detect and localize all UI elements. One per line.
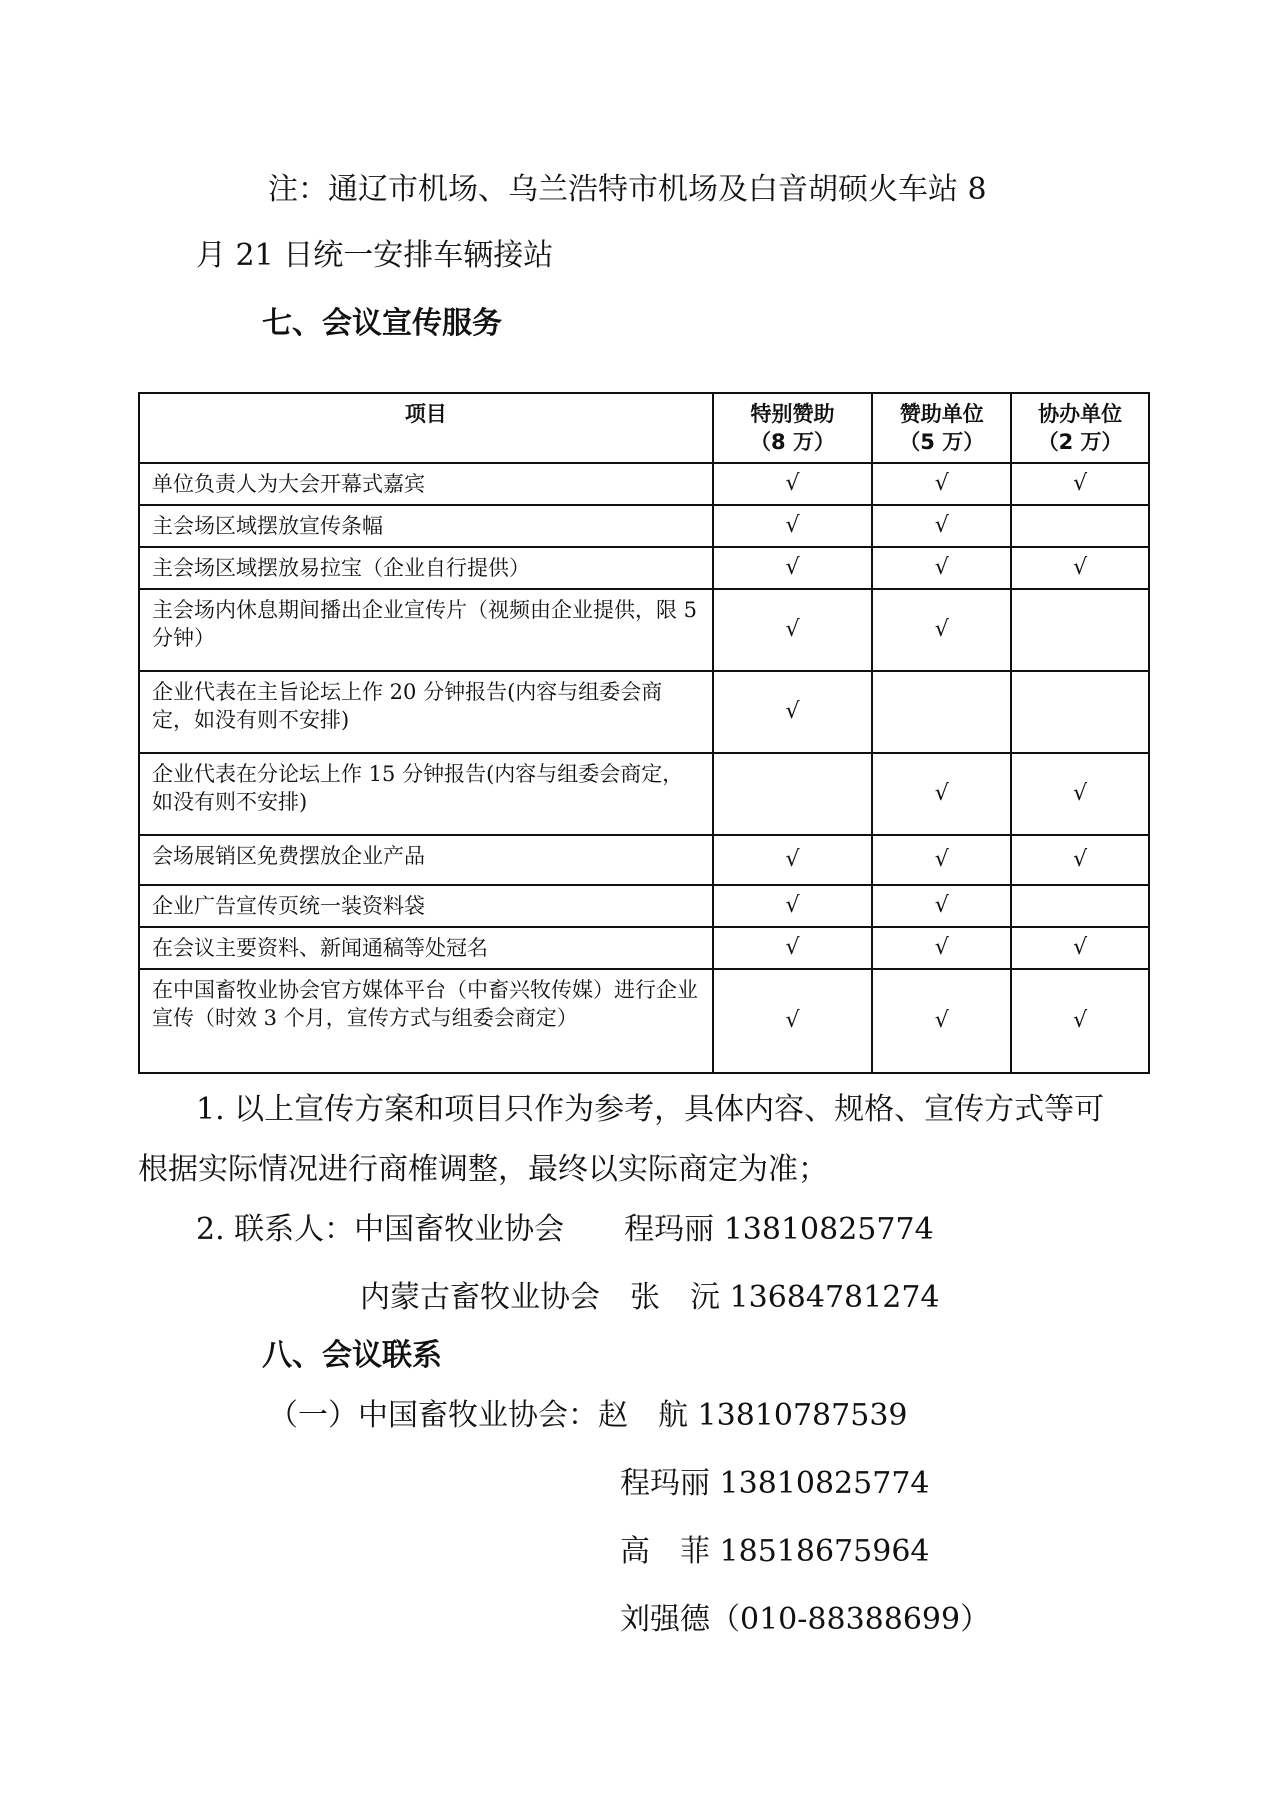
- note-line-2: 月 21 日统一安排车辆接站: [196, 238, 554, 273]
- table-header-row: [139, 393, 1149, 463]
- table-row: [139, 927, 1149, 969]
- table-row: [139, 547, 1149, 589]
- section-8-title: 八、会议联系: [262, 1338, 442, 1373]
- check-mark: √: [713, 927, 873, 969]
- row-item: 主会场区域摆放宣传条幅: [139, 505, 713, 547]
- row-item: 会场展销区免费摆放企业产品: [139, 835, 713, 885]
- section-7-title: 七、会议宣传服务: [262, 306, 502, 341]
- promotion-table: [138, 392, 1150, 1074]
- row-item: 主会场内休息期间播出企业宣传片（视频由企业提供，限 5 分钟）: [139, 589, 713, 671]
- check-mark: √: [713, 885, 873, 927]
- table-row: [139, 835, 1149, 885]
- table-row: [139, 885, 1149, 927]
- note-2-line-2: 内蒙古畜牧业协会 张 沅 13684781274: [360, 1280, 940, 1315]
- row-item: 在中国畜牧业协会官方媒体平台（中畜兴牧传媒）进行企业宣传（时效 3 个月，宣传方式与组委会商定）: [139, 969, 713, 1073]
- table-row: [139, 505, 1149, 547]
- check-mark: √: [872, 835, 1011, 885]
- note-line-1: 注：通辽市机场、乌兰浩特市机场及白音胡硕火车站 8: [268, 172, 987, 207]
- contact-liu: 刘强德（010-88388699）: [620, 1602, 991, 1637]
- row-item: 企业广告宣传页统一装资料袋: [139, 885, 713, 927]
- check-mark: √: [872, 885, 1011, 927]
- note-1-line-2: 根据实际情况进行商榷调整，最终以实际商定为准；: [138, 1152, 828, 1187]
- check-mark: √: [872, 969, 1011, 1073]
- check-mark: √: [1011, 463, 1149, 505]
- note-1-line-1: 1. 以上宣传方案和项目只作为参考，具体内容、规格、宣传方式等可: [196, 1092, 1105, 1127]
- table-row: [139, 753, 1149, 835]
- check-mark: √: [872, 753, 1011, 835]
- check-mark: √: [1011, 547, 1149, 589]
- check-mark: √: [872, 927, 1011, 969]
- table-row: [139, 463, 1149, 505]
- check-mark: √: [713, 969, 873, 1073]
- check-mark: √: [1011, 753, 1149, 835]
- note-2-line-1: 2. 联系人：中国畜牧业协会 程玛丽 13810825774: [196, 1212, 934, 1247]
- check-mark: √: [872, 463, 1011, 505]
- header-sponsor: 赞助单位 （5 万）: [872, 393, 1011, 463]
- header-co-organizer: 协办单位 （2 万）: [1011, 393, 1149, 463]
- check-mark: √: [872, 547, 1011, 589]
- check-mark: √: [713, 835, 873, 885]
- check-mark: √: [713, 671, 873, 753]
- contact-org-line: （一）中国畜牧业协会：赵 航 13810787539: [268, 1398, 908, 1433]
- check-mark: [1011, 505, 1149, 547]
- check-mark: √: [713, 505, 873, 547]
- check-mark: [1011, 885, 1149, 927]
- table-row: [139, 589, 1149, 671]
- check-mark: √: [872, 589, 1011, 671]
- contact-cheng: 程玛丽 13810825774: [620, 1466, 930, 1501]
- check-mark: √: [713, 463, 873, 505]
- check-mark: √: [1011, 835, 1149, 885]
- contact-gao: 高 菲 18518675964: [620, 1534, 930, 1569]
- check-mark: √: [713, 547, 873, 589]
- row-item: 单位负责人为大会开幕式嘉宾: [139, 463, 713, 505]
- check-mark: [713, 753, 873, 835]
- check-mark: √: [872, 505, 1011, 547]
- row-item: 企业代表在主旨论坛上作 20 分钟报告(内容与组委会商定，如没有则不安排): [139, 671, 713, 753]
- check-mark: [1011, 589, 1149, 671]
- check-mark: √: [1011, 969, 1149, 1073]
- table-row: [139, 969, 1149, 1073]
- row-item: 主会场区域摆放易拉宝（企业自行提供）: [139, 547, 713, 589]
- check-mark: [872, 671, 1011, 753]
- row-item: 在会议主要资料、新闻通稿等处冠名: [139, 927, 713, 969]
- check-mark: [1011, 671, 1149, 753]
- header-special-sponsor: 特别赞助 （8 万）: [713, 393, 873, 463]
- header-item: 项目: [139, 393, 713, 463]
- table-row: [139, 671, 1149, 753]
- row-item: 企业代表在分论坛上作 15 分钟报告(内容与组委会商定，如没有则不安排): [139, 753, 713, 835]
- check-mark: √: [713, 589, 873, 671]
- check-mark: √: [1011, 927, 1149, 969]
